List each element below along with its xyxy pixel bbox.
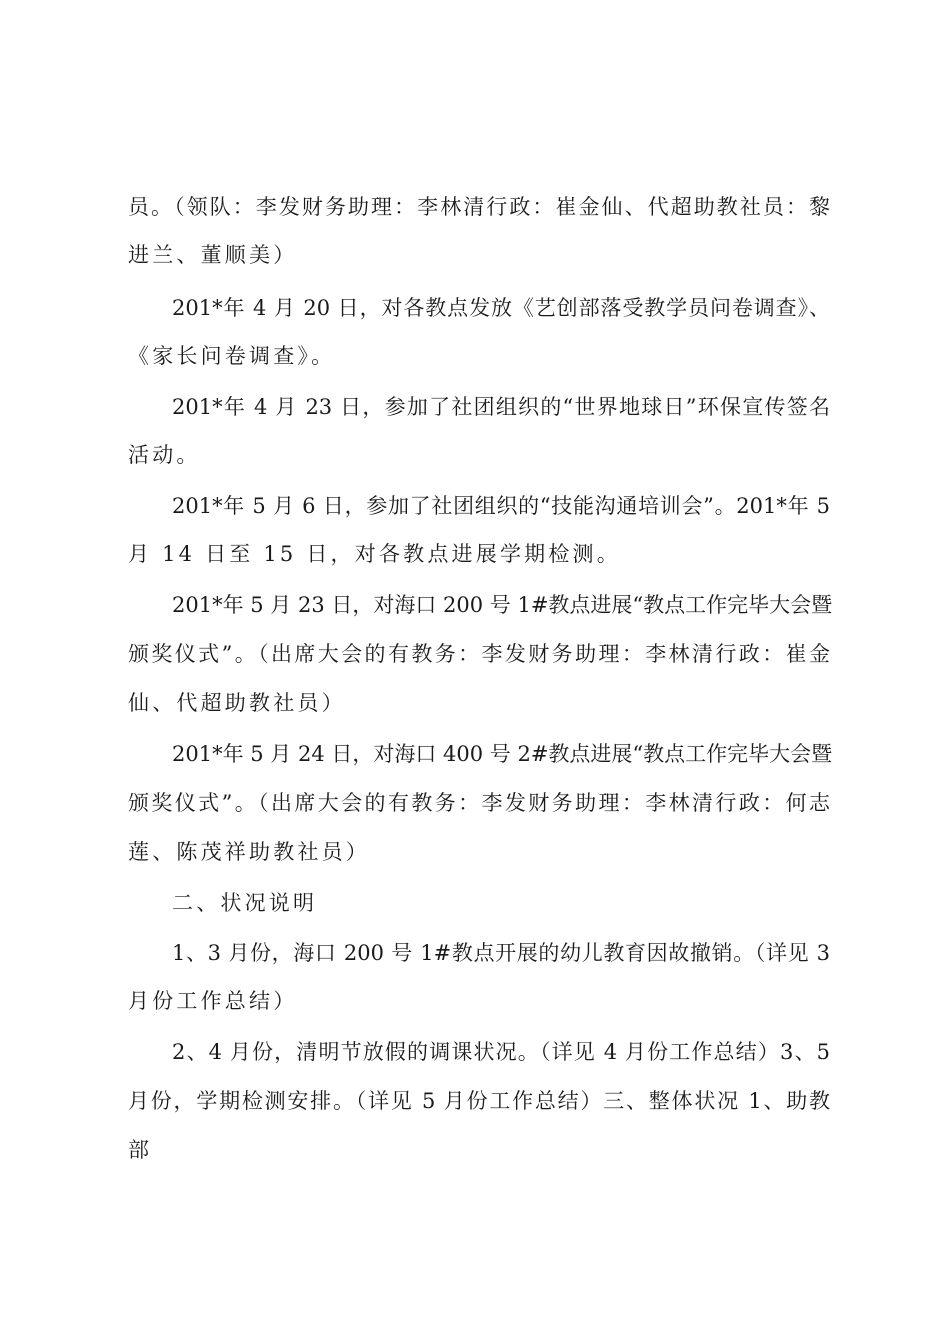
text-line: 仙、代超助教社员） <box>128 691 346 715</box>
text-line: 《家长问卷调查》。 <box>128 344 336 368</box>
text-line: 201*年 5 月 24 日，对海口 400 号 2#教点进展“教点工作完毕大会暨 <box>172 742 833 766</box>
text-line: 进兰、董顺美） <box>128 243 298 267</box>
text-line: 1、3 月份，海口 200 号 1#教点开展的幼儿教育因故撤销。（详见 3 <box>172 941 830 965</box>
text-line: 201*年 5 月 23 日，对海口 200 号 1#教点进展“教点工作完毕大会暨 <box>172 593 833 617</box>
text-line: 月份工作总结） <box>128 989 298 1013</box>
section-heading: 二、状况说明 <box>172 891 318 915</box>
text-line: 莲、陈茂祥助教社员） <box>128 840 370 864</box>
text-line: 活动。 <box>128 443 201 467</box>
text-line: 201*年 5 月 6 日，参加了社团组织的“技能沟通培训会”。201*年 5 <box>172 494 830 518</box>
text-line: 月份，学期检测安排。（详见 5 月份工作总结）三、整体状况 1、助教 <box>128 1089 830 1113</box>
text-line: 201*年 4 月 20 日，对各教点发放《艺创部落受教学员问卷调查》、 <box>172 296 830 320</box>
text-line: 201*年 4 月 23 日，参加了社团组织的“世界地球日”环保宣传签名 <box>172 395 830 419</box>
text-line: 2、4 月份，清明节放假的调课状况。（详见 4 月份工作总结）3、5 <box>172 1040 830 1064</box>
text-line: 颁奖仪式”。（出席大会的有教务：李发财务助理：李林清行政：何志 <box>128 791 830 815</box>
text-line: 部 <box>128 1138 153 1162</box>
text-line: 颁奖仪式”。（出席大会的有教务：李发财务助理：李林清行政：崔金 <box>128 642 830 666</box>
text-line: 月 14 日至 15 日，对各教点进展学期检测。 <box>128 542 621 566</box>
text-line: 员。（领队：李发财务助理：李林清行政：崔金仙、代超助教社员：黎 <box>128 195 830 219</box>
